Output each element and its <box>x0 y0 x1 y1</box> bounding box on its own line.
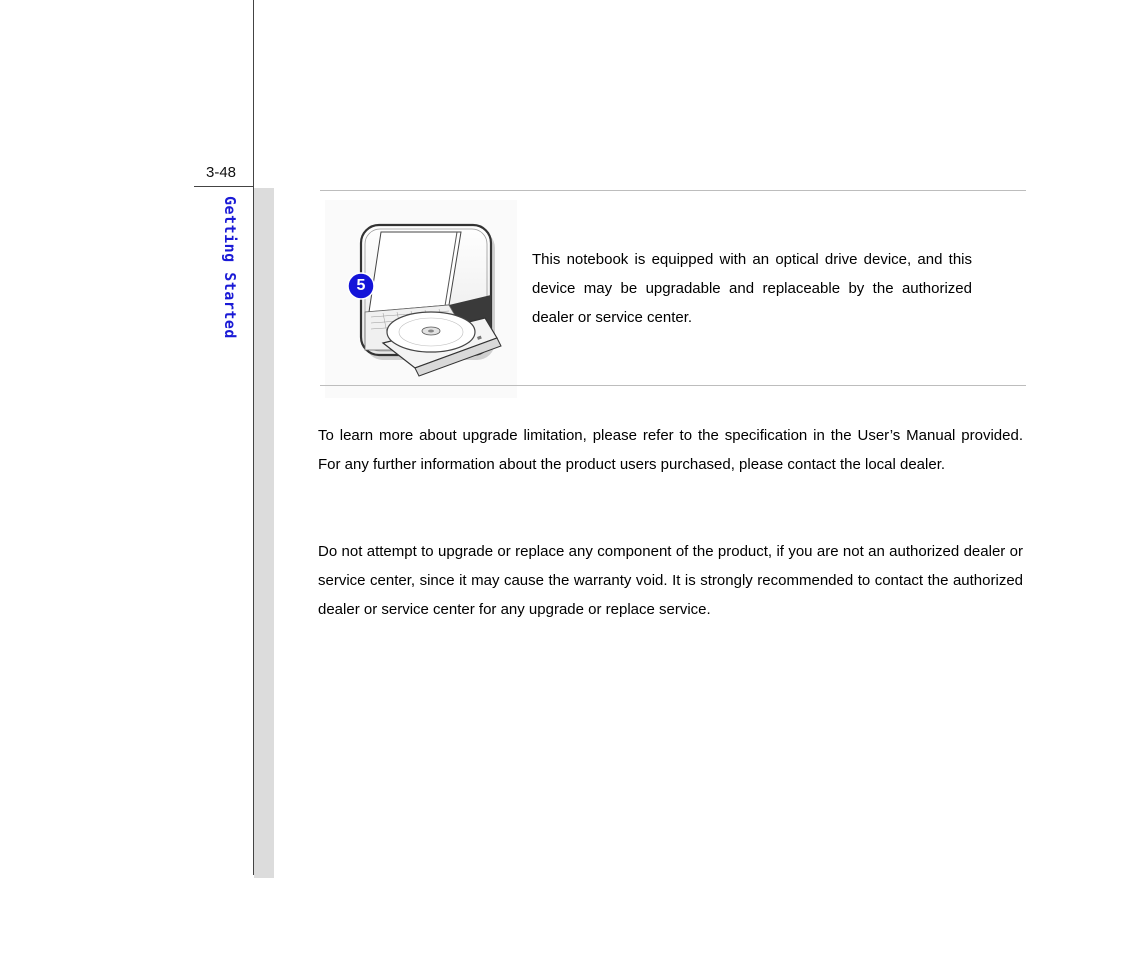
page-number: 3-48 <box>206 164 237 181</box>
callout-bottom-rule <box>320 385 1026 386</box>
margin-gray-strip <box>254 188 274 878</box>
body-paragraph-warning: Do not attempt to upgrade or replace any component of the product, if you are not an authorized dealer or service center, since it may cause the warranty void. It is strongly recommended to contact the authorized dealer or service center for any upgrade or replace service. <box>318 543 1023 618</box>
step-badge-number: 5 <box>356 277 366 294</box>
optical-drive-illustration <box>325 200 517 398</box>
section-label: Getting Started <box>221 196 239 339</box>
callout-text: This notebook is equipped with an optical drive device, and this device may be upgradable and replaceable by the authorized dealer or service center. <box>532 251 972 326</box>
body-paragraph-upgrade-info: To learn more about upgrade limitation, please refer to the specification in the User’s Manual provided. For any further information about the product users purchased, please contact the local dealer. <box>318 427 1023 473</box>
callout-top-rule <box>320 190 1026 191</box>
page-number-underline <box>194 186 254 187</box>
